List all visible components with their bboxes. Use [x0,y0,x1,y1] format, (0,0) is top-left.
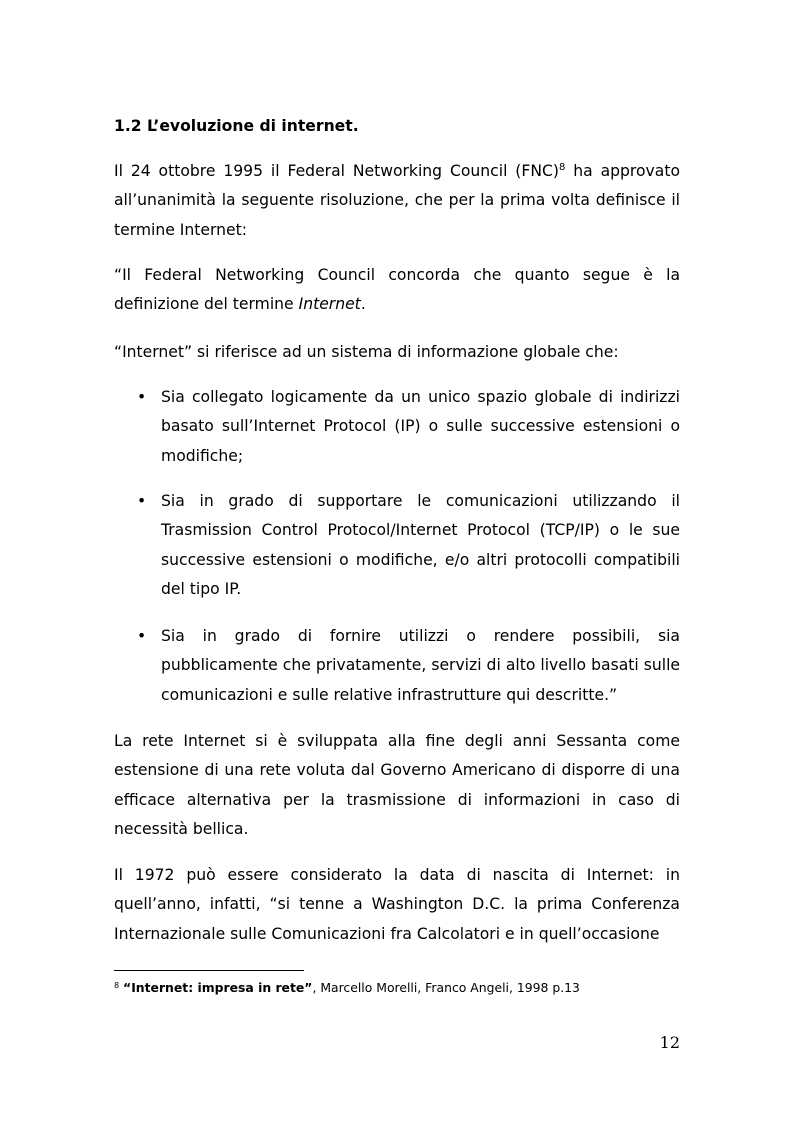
paragraph-text: . [360,295,366,314]
bullet-icon: • [137,388,147,406]
footnote [114,978,580,998]
italic-term: Internet [298,295,361,314]
footnote-divider [114,970,304,971]
list-item-text: Sia in grado di fornire utilizzi o rendere possibili, sia pubblicamente che privatamente, servizi di alto livello basati sulle comunicazioni e sulle relative infrastrutture qui descritte.” [161,627,680,704]
paragraph-fnc-resolution [114,157,680,245]
bullet-icon: • [137,627,147,645]
list-item-text: Sia in grado di supportare le comunicazioni utilizzando il Trasmission Control Protocol/Internet Protocol (TCP/IP) o le sue successive estensioni o modifiche, e/o altri protocolli compatibili del tipo IP. [161,492,680,599]
footnote-reference: 8 [558,162,566,173]
list-item-text: Sia collegato logicamente da un unico spazio globale di indirizzi basato sull’Internet Protocol (IP) o sulle successive estensioni o modifiche; [161,388,680,465]
section-title: 1.2 L’evoluzione di internet. [114,117,359,135]
footnote-number: 8 [114,981,120,990]
footnote-title: “Internet: impresa in rete” [123,980,313,995]
paragraph-text: ha approvato all’unanimità la seguente risoluzione, che per la prima volta definisce il termine Internet: [114,162,680,239]
paragraph-1972: Il 1972 può essere considerato la data di nascita di Internet: in quell’anno, infatti, “si tenne a Washington D.C. la prima Conferenza Internazionale sulle Comunicazioni fra Calcolatori e in quell’occasione [114,866,680,943]
paragraph-definition-intro [114,261,680,320]
paragraph-text: “Il Federal Networking Council concorda che quanto segue è la definizione del termine [114,266,680,314]
paragraph-text: Il 24 ottobre 1995 il Federal Networking Council (FNC) [114,162,559,180]
page-number: 12 [659,1033,680,1052]
paragraph-internet-refers: “Internet” si riferisce ad un sistema di informazione globale che: [114,343,619,361]
footnote-citation: , Marcello Morelli, Franco Angeli, 1998 p.13 [312,980,580,995]
paragraph-network-origin: La rete Internet si è sviluppata alla fine degli anni Sessanta come estensione di una rete voluta dal Governo Americano di disporre di una efficace alternativa per la trasmissione di informazioni in caso di necessità bellica. [114,732,680,839]
bullet-icon: • [137,492,147,510]
